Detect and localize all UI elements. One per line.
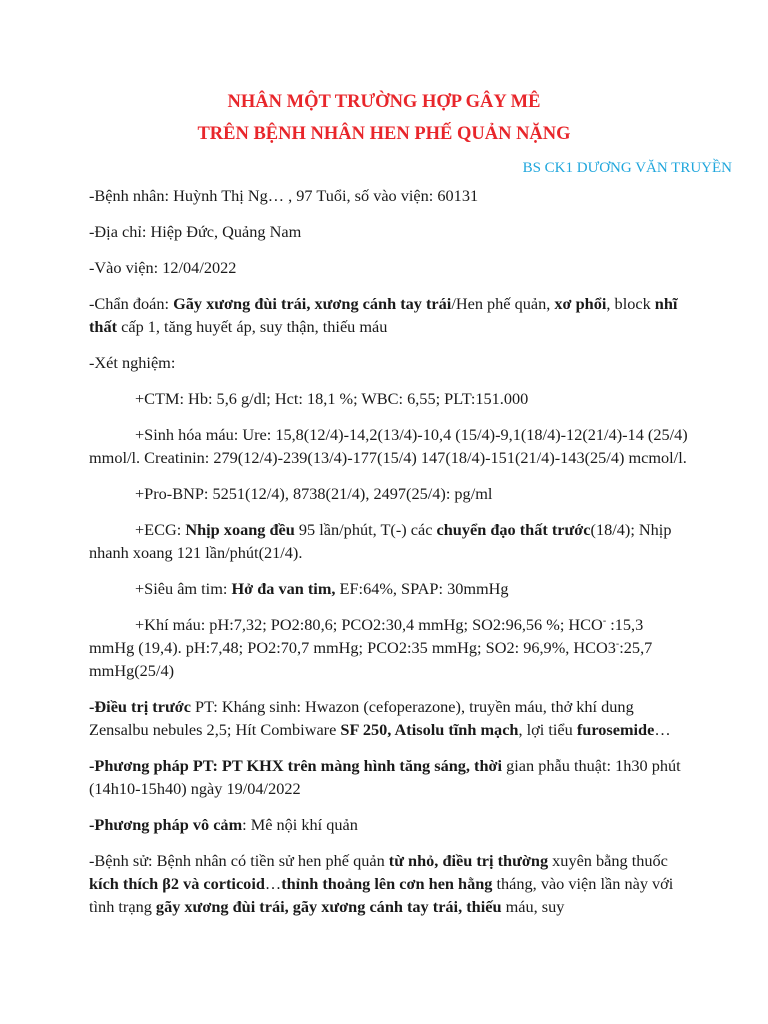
ecg-bold-2: chuyển đạo thất trước <box>436 520 591 539</box>
lab-biochemistry: +Sinh hóa máu: Ure: 15,8(12/4)-14,2(13/4)-10,4 (15/4)-9,1(18/4)-12(21/4)-14 (25/4) mmol/l. Creatinin: 279(12/4)-239(13/4)-177(15/4) 147(18/4)-151(21/4)-143(25/4) mcmol/l. <box>89 425 688 467</box>
pretreat-rest: , lợi tiểu <box>518 720 577 739</box>
history-bold-4: gãy xương đùi trái, gãy xương cánh tay trái, thiếu <box>155 897 502 916</box>
diagnosis-rest-2: cấp 1, tăng huyết áp, suy thận, thiếu máu <box>117 317 388 336</box>
lab-ecg <box>89 518 689 564</box>
method-bold: -Phương pháp PT: PT KHX trên màng hình tăng sáng, thời <box>89 756 503 775</box>
diagnosis-bold-3: nhĩ thất <box>89 294 678 336</box>
pretreat-bold-3: furosemide <box>576 720 655 739</box>
history-mid-2: … <box>264 874 282 893</box>
labs-heading: -Xét nghiệm: <box>89 353 176 372</box>
ecg-prefix: +ECG: <box>135 520 186 539</box>
diagnosis-rest-1: , block <box>606 294 655 313</box>
title-line-1: NHÂN MỘT TRƯỜNG HỢP GÂY MÊ <box>227 92 541 112</box>
history-bold-2: kích thích β2 và corticoid <box>89 874 265 893</box>
history-rest: máu, suy <box>501 897 565 916</box>
history-mid-1: xuyên bằng thuốc <box>548 851 668 870</box>
patient-info: -Bệnh nhân: Huỳnh Thị Ng… , 97 Tuổi, số vào viện: 60131 <box>89 186 479 205</box>
diagnosis-prefix: -Chẩn đoán: <box>89 294 174 313</box>
lab-probnp: +Pro-BNP: 5251(12/4), 8738(21/4), 2497(25/4): pg/ml <box>135 484 493 503</box>
anesthesia-method <box>89 813 689 836</box>
ecg-rest: (18/4); Nhịp nhanh xoang 121 lần/phút(21/4). <box>89 520 672 562</box>
title-line-2: TRÊN BỆNH NHÂN HEN PHẾ QUẢN NẶNG <box>197 124 571 144</box>
lab-blood-gas <box>89 613 689 682</box>
diagnosis-bold-1: Gãy xương đùi trái, xương cánh tay trái <box>173 294 452 313</box>
diagnosis-mid: /Hen phế quản, <box>451 294 555 313</box>
author-name: BS CK1 DƯƠNG VĂN TRUYỀN <box>522 160 732 176</box>
abg-part-2: :15,3 mmHg (19,4). pH:7,48; PO2:70,7 mmHg; PCO2:35 mmHg; SO2: 96,9%, HCO3 <box>89 615 644 657</box>
echo-rest: EF:64%, SPAP: 30mmHg <box>335 579 509 598</box>
medical-history <box>89 849 689 918</box>
pretreat-mid: PT: Kháng sinh: Hwazon (cefoperazone), truyền máu, thở khí dung Zensalbu nebules 2,5; Hít Combiware <box>89 697 634 739</box>
lab-ctm: +CTM: Hb: 5,6 g/dl; Hct: 18,1 %; WBC: 6,55; PLT:151.000 <box>135 389 529 408</box>
pretreat-bold-2: SF 250, Atisolu tĩnh mạch <box>340 720 519 739</box>
ecg-bold-1: Nhịp xoang đều <box>185 520 295 539</box>
abg-part-3: :25,7 mmHg(25/4) <box>89 638 653 680</box>
abg-part-1: +Khí máu: pH:7,32; PO2:80,6; PCO2:30,4 mmHg; SO2:96,56 %; HCO <box>135 615 603 634</box>
method-rest: gian phẫu thuật: 1h30 phút (14h10-15h40) ngày 19/04/2022 <box>89 756 681 798</box>
ecg-mid: 95 lần/phút, T(-) các <box>294 520 437 539</box>
pretreat-tail: … <box>654 720 671 739</box>
pretreat-bold-1: -Điều trị trước <box>89 697 191 716</box>
anesthesia-rest: : Mê nội khí quản <box>242 815 358 834</box>
lab-echo <box>89 577 689 600</box>
history-bold-1: từ nhỏ, điều trị thường <box>388 851 549 870</box>
history-bold-3: thỉnh thoảng lên cơn hen hằng <box>281 874 493 893</box>
surgical-method <box>89 754 689 800</box>
abg-sup-1: - <box>602 615 607 627</box>
diagnosis <box>89 292 689 338</box>
document-body <box>89 184 689 931</box>
abg-sup-2: - <box>615 638 620 650</box>
diagnosis-bold-2: xơ phổi <box>554 294 607 313</box>
history-prefix: -Bệnh sử: Bệnh nhân có tiền sử hen phế quản <box>89 851 389 870</box>
anesthesia-bold: -Phương pháp vô cảm <box>89 815 243 834</box>
echo-bold: Hở đa van tim, <box>231 579 336 598</box>
echo-prefix: +Siêu âm tim: <box>135 579 232 598</box>
history-mid-3: tháng, vào viện lần này với tình trạng <box>89 874 674 916</box>
admission-date: -Vào viện: 12/04/2022 <box>89 258 237 277</box>
patient-address: -Địa chỉ: Hiệp Đức, Quảng Nam <box>89 222 302 241</box>
pre-op-treatment <box>89 695 689 741</box>
